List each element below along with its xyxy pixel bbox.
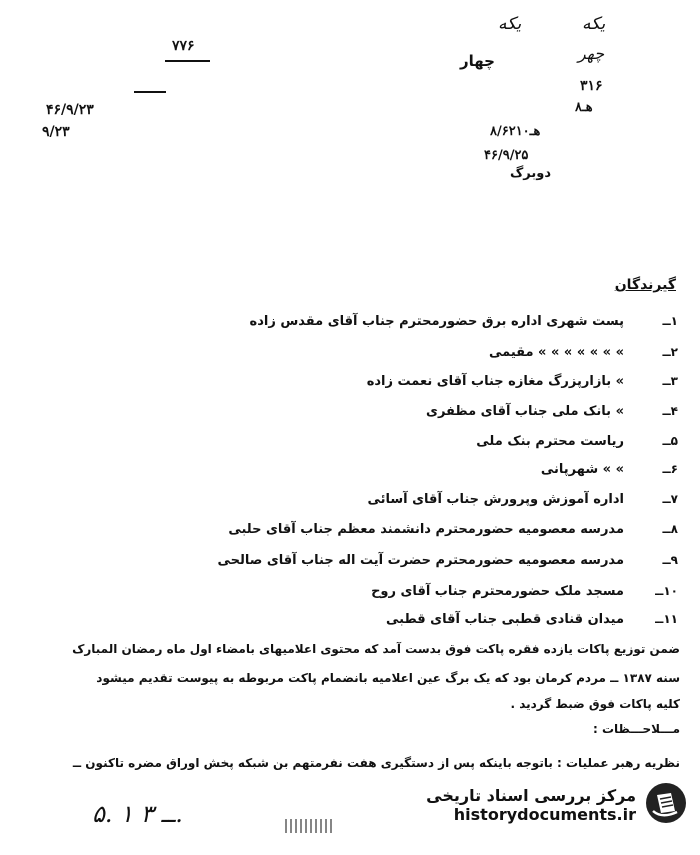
header-right-line-2: یکه <box>498 14 522 34</box>
number-underline <box>165 60 210 62</box>
list-item-text: اداره آموزش وپرورش جناب آقای آسائی <box>367 492 624 507</box>
list-item-number: ۳ــ <box>662 374 678 388</box>
list-item <box>38 462 678 477</box>
recipients-title: گیرندگان <box>614 277 676 293</box>
header-right-line-5: ۸هـ <box>575 100 593 115</box>
list-item <box>38 374 678 389</box>
list-item-text: میدان قنادی قطبی جناب آقای قطبی <box>386 612 624 627</box>
list-item-text: مدرسه معصومیه حضورمحترم حضرت آیت اله جناب آقای صالحی <box>217 553 624 568</box>
list-item-number: ۱۱ــ <box>655 612 678 626</box>
list-item-number: ۶ــ <box>662 462 678 476</box>
header-right-line-3b: چهر <box>578 44 605 63</box>
list-item <box>38 404 678 419</box>
header-right-line-3a: چهار <box>460 52 495 70</box>
header-right-line-4: ۳۱۶ <box>580 78 603 94</box>
list-item-text: » » شهرپانی <box>540 462 624 477</box>
list-item-number: ۴ــ <box>662 404 678 418</box>
list-item-number: ۷ــ <box>662 492 678 506</box>
list-item <box>38 492 678 507</box>
observations-label: مـــلاحـــظات : <box>592 722 680 736</box>
date-separator-line <box>134 91 166 93</box>
list-item-number: ۲ــ <box>662 345 678 359</box>
list-item-number: ۱ــ <box>662 314 678 328</box>
list-item <box>38 314 678 329</box>
list-item-number: ۹ــ <box>662 553 678 567</box>
watermark-persian-text: مرکز بررسی اسناد تاریخی <box>426 785 636 805</box>
list-item-text: » بازارپزرگ مغازه جناب آقای نعمت زاده <box>366 374 624 389</box>
list-item-number: ۵ــ <box>662 434 678 448</box>
list-item <box>38 434 678 449</box>
date-left-2: ۹/۲۳ <box>42 124 70 140</box>
list-item-text: » » » » » » » مقیمی <box>488 345 624 360</box>
list-item <box>38 522 678 537</box>
watermark <box>418 775 688 835</box>
list-item-number: ۱۰ــ <box>655 584 678 598</box>
list-item <box>38 584 678 599</box>
stamp-mark <box>285 819 335 833</box>
list-item-text: مدرسه معصومیه حضورمحترم دانشمند معظم جناب آقای حلبی <box>228 522 624 537</box>
list-item <box>38 612 678 627</box>
list-item-number: ۸ــ <box>662 522 678 536</box>
handwritten-note: ۵. ۱ ــ ۳. <box>92 800 183 828</box>
list-item-text: مسجد ملک حضورمحترم جناب آقای روح <box>371 584 624 599</box>
document-logo-icon <box>644 781 688 829</box>
date-left-1: ۴۶/۹/۲۳ <box>46 102 94 118</box>
watermark-url: historydocuments.ir <box>453 805 636 824</box>
list-item <box>38 345 678 360</box>
header-right-line-1: یکه <box>582 14 606 34</box>
body-paragraph-2: سنه ۱۳۸۷ ــ مردم کرمان بود که یک برگ عین اعلامیه بانضمام پاکت مربوطه به پیوست تقدیم میشود <box>96 671 680 685</box>
list-item-text: ریاست محترم بنک ملی <box>476 434 624 449</box>
reference-note: دوبرگ <box>510 166 552 181</box>
reference-number: ۸/۶۲۱۰هـ <box>490 124 541 139</box>
operations-leader-opinion: نظریه رهبر عملیات : باتوجه باینکه پس از دستگیری هفت نفرمتهم بن شبکه پخش اوراق مضره تاکنون ــ <box>72 756 680 770</box>
body-paragraph-1: ضمن توزیع پاکات یازده فقره پاکت فوق بدست آمد که محتوی اعلامیهای بامضاء اول ماه رمضان المبارک <box>72 642 680 656</box>
list-item-text: پست شهری اداره برق حضورمحترم جناب آقای مقدس زاده <box>249 314 624 329</box>
body-paragraph-3: کلیه پاکات فوق ضبط گردید . <box>510 697 680 711</box>
letter-number: ۷۷۶ <box>172 38 195 54</box>
reference-date: ۴۶/۹/۲۵ <box>484 148 529 163</box>
list-item-text: » بانک ملی جناب آقای مظفری <box>426 404 624 419</box>
list-item <box>38 553 678 568</box>
